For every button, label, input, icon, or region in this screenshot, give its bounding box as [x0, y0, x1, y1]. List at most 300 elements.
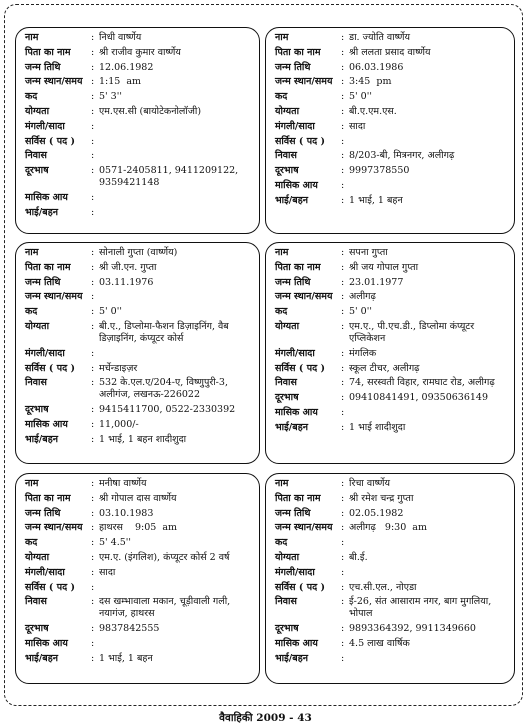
field-label: जन्म स्थान/समय	[275, 76, 333, 88]
field-value: 03.11.1976	[99, 276, 154, 288]
field-value: 9893364392, 9911349660	[349, 623, 476, 635]
field-label: भाई/बहन	[25, 433, 59, 445]
field-row-birth-place-time	[275, 76, 508, 88]
field-row-father-name	[25, 262, 253, 274]
field-label: निवास	[25, 377, 47, 389]
field-label: सर्विस ( पद )	[275, 362, 325, 374]
field-row-birth-place-time	[25, 522, 253, 534]
field-separator: :	[91, 596, 95, 608]
field-row-manglik	[275, 348, 508, 360]
field-separator: :	[341, 261, 345, 273]
field-row-name	[275, 478, 508, 490]
field-value: 5' 3''	[99, 91, 122, 103]
field-separator: :	[91, 478, 95, 489]
field-separator: :	[91, 135, 95, 147]
field-value: निधी वार्ष्णेय	[99, 32, 142, 43]
field-row-residence	[275, 150, 508, 162]
profile-card-3	[15, 242, 260, 464]
field-value	[99, 582, 253, 594]
field-separator: :	[341, 150, 345, 162]
field-separator: :	[91, 150, 95, 162]
field-value: 1:15 am	[99, 76, 142, 88]
field-separator: :	[91, 362, 95, 374]
field-row-qualification	[275, 106, 508, 118]
field-separator: :	[91, 91, 95, 103]
field-value: मर्चेन्डाइज़र	[99, 362, 138, 374]
field-value: बी.ई.	[349, 551, 368, 563]
field-value: 5' 4.5''	[99, 537, 132, 549]
field-label: दूरभाष	[275, 623, 299, 635]
field-label: निवास	[25, 596, 47, 608]
field-separator: :	[91, 507, 95, 519]
field-separator: :	[341, 421, 345, 433]
field-value: श्री जय गोपाल गुप्ता	[349, 261, 419, 273]
field-separator: :	[91, 347, 95, 359]
field-value	[349, 136, 508, 148]
field-separator: :	[91, 46, 95, 58]
field-label: दूरभाष	[25, 623, 49, 635]
field-label: दूरभाष	[275, 165, 299, 177]
field-separator: :	[91, 76, 95, 88]
field-label: योग्यता	[275, 551, 300, 563]
field-value: 1 भाई शादीशुदा	[349, 421, 406, 433]
profile-card-1	[15, 27, 260, 234]
field-value: सादा	[349, 120, 366, 132]
field-separator: :	[341, 91, 345, 103]
field-value: 8/203-बी, मित्रनगर, अलीगढ़	[349, 150, 455, 162]
field-label: नाम	[25, 247, 39, 258]
field-row-siblings	[25, 434, 253, 446]
field-separator: :	[91, 206, 95, 218]
field-separator: :	[341, 478, 345, 489]
field-separator: :	[91, 418, 95, 430]
field-label: मंगली/सादा	[25, 120, 65, 132]
field-value: 1 भाई, 1 बहन	[99, 652, 153, 664]
field-row-residence	[275, 596, 508, 620]
field-row-birth-date	[25, 62, 253, 74]
field-separator: :	[91, 537, 95, 549]
field-separator: :	[91, 404, 95, 416]
field-row-name	[25, 32, 253, 44]
field-separator: :	[91, 637, 95, 649]
field-row-name	[275, 32, 508, 44]
field-label: कद	[25, 537, 38, 549]
field-row-residence	[275, 377, 508, 389]
field-row-qualification	[275, 321, 508, 345]
field-label: निवास	[275, 377, 297, 389]
field-label: नाम	[25, 478, 39, 489]
field-row-qualification	[25, 106, 253, 118]
field-value: श्री जी.एन. गुप्ता	[99, 261, 157, 273]
field-value: श्री राजीव कुमार वार्ष्णेय	[99, 46, 181, 58]
field-value: 74, सरस्वती विहार, रामघाट रोड, अलीगढ़	[349, 377, 495, 389]
field-label: दूरभाष	[275, 392, 299, 404]
field-value: बी.ए.एम.एस.	[349, 105, 397, 117]
field-row-service	[25, 363, 253, 375]
field-label: पिता का नाम	[275, 46, 321, 58]
field-separator: :	[91, 276, 95, 288]
field-value: एम.ए. (इंगलिश), कंप्यूटर कोर्स 2 वर्ष	[99, 551, 230, 563]
field-label: मासिक आय	[25, 191, 68, 203]
field-row-name	[275, 247, 508, 259]
field-row-name	[25, 247, 253, 259]
field-row-service	[25, 582, 253, 594]
card-rows	[25, 32, 253, 219]
field-label: सर्विस ( पद )	[275, 135, 325, 147]
field-row-residence	[25, 150, 253, 162]
field-label: जन्म स्थान/समय	[25, 291, 83, 303]
field-separator: :	[91, 652, 95, 664]
field-separator: :	[341, 105, 345, 117]
field-value: मनीषा वार्ष्णेय	[99, 478, 147, 489]
field-separator: :	[341, 320, 345, 332]
field-label: योग्यता	[275, 105, 300, 117]
field-label: कद	[275, 306, 288, 318]
field-label: पिता का नाम	[275, 261, 321, 273]
field-label: सर्विस ( पद )	[25, 581, 75, 593]
field-row-qualification	[25, 321, 253, 345]
field-label: जन्म स्थान/समय	[275, 522, 333, 534]
field-row-manglik	[25, 348, 253, 360]
field-separator: :	[341, 32, 345, 43]
field-row-height	[275, 537, 508, 549]
field-value	[349, 407, 508, 419]
field-label: मंगली/सादा	[275, 347, 315, 359]
profile-card-4	[265, 242, 515, 464]
field-value	[349, 537, 508, 549]
field-value: 12.06.1982	[99, 61, 154, 73]
field-separator: :	[91, 320, 95, 332]
field-separator: :	[91, 492, 95, 504]
field-row-birth-place-time	[275, 291, 508, 303]
field-row-phone	[275, 623, 508, 635]
field-separator: :	[341, 165, 345, 177]
field-label: निवास	[275, 596, 297, 608]
field-label: मंगली/सादा	[25, 347, 65, 359]
card-rows	[25, 478, 253, 665]
field-value: अलीगढ़	[349, 291, 376, 303]
field-value: श्री रमेश चन्द्र गुप्ता	[349, 492, 414, 504]
field-separator: :	[341, 194, 345, 206]
field-value: सादा	[99, 566, 116, 578]
field-row-monthly-income	[275, 638, 508, 650]
field-label: कद	[275, 537, 288, 549]
field-value: दस खम्भावाला मकान, चूड़ीवाली गली, नयागंज, हाथरस	[99, 596, 234, 620]
field-separator: :	[91, 377, 95, 389]
field-row-manglik	[275, 567, 508, 579]
page-footer: वैवाहिकी 2009 - 43	[219, 712, 312, 724]
field-value	[99, 192, 253, 204]
field-label: दूरभाष	[25, 404, 49, 416]
field-row-siblings	[275, 195, 508, 207]
field-row-birth-date	[275, 508, 508, 520]
field-row-manglik	[25, 121, 253, 133]
field-separator: :	[341, 179, 345, 191]
field-value	[99, 638, 253, 650]
field-label: भाई/बहन	[275, 652, 309, 664]
field-label: निवास	[25, 150, 47, 162]
field-row-name	[25, 478, 253, 490]
field-separator: :	[91, 191, 95, 203]
field-row-birth-place-time	[275, 522, 508, 534]
field-row-birth-place-time	[25, 291, 253, 303]
field-row-father-name	[275, 262, 508, 274]
field-row-father-name	[275, 493, 508, 505]
field-separator: :	[91, 291, 95, 303]
field-label: जन्म तिथि	[25, 276, 61, 288]
field-label: भाई/बहन	[275, 194, 309, 206]
field-value: 06.03.1986	[349, 61, 404, 73]
field-value: सोनाली गुप्ता (वार्ष्णेय)	[99, 247, 178, 258]
field-row-siblings	[275, 653, 508, 665]
field-label: नाम	[275, 478, 289, 489]
field-label: पिता का नाम	[25, 46, 71, 58]
field-row-service	[275, 363, 508, 375]
field-separator: :	[341, 291, 345, 303]
field-value: 1 भाई, 1 बहन शादीशुदा	[99, 433, 187, 445]
field-row-residence	[25, 596, 253, 620]
field-value: 532 के.एल.ए/204-ए, विष्णुपुरी-3, अलीगंज, लखनऊ-226022	[99, 377, 231, 401]
field-value: 03.10.1983	[99, 507, 154, 519]
field-label: जन्म तिथि	[25, 61, 61, 73]
field-label: जन्म स्थान/समय	[275, 291, 333, 303]
field-value: 5' 0''	[349, 91, 372, 103]
field-label: कद	[275, 91, 288, 103]
field-row-birth-date	[275, 62, 508, 74]
field-value	[349, 567, 508, 579]
field-separator: :	[341, 377, 345, 389]
field-separator: :	[91, 165, 95, 177]
field-label: पिता का नाम	[25, 261, 71, 273]
profile-card-2	[265, 27, 515, 234]
field-value: एम.ए., पी.एच.डी., डिप्लोमा कंप्यूटर एप्लिकेशन	[349, 320, 478, 344]
field-label: योग्यता	[25, 105, 50, 117]
field-separator: :	[91, 61, 95, 73]
field-separator: :	[341, 406, 345, 418]
field-row-height	[25, 306, 253, 318]
field-row-qualification	[275, 552, 508, 564]
field-separator: :	[341, 247, 345, 258]
field-row-service	[275, 582, 508, 594]
field-row-monthly-income	[25, 638, 253, 650]
field-value: 5' 0''	[349, 306, 372, 318]
field-separator: :	[341, 623, 345, 635]
field-value: 02.05.1982	[349, 507, 404, 519]
field-value: मंगलिक	[349, 347, 377, 359]
field-label: जन्म तिथि	[275, 276, 311, 288]
field-label: नाम	[25, 32, 39, 43]
field-row-manglik	[275, 121, 508, 133]
field-separator: :	[341, 347, 345, 359]
field-separator: :	[91, 261, 95, 273]
field-separator: :	[91, 566, 95, 578]
field-value: श्री ललता प्रसाद वार्ष्णेय	[349, 46, 431, 58]
field-row-birth-date	[25, 277, 253, 289]
field-value: हाथरस 9:05 am	[99, 522, 178, 534]
field-row-phone	[25, 404, 253, 416]
card-rows	[25, 247, 253, 446]
field-separator: :	[91, 551, 95, 563]
field-label: मंगली/सादा	[275, 566, 315, 578]
field-separator: :	[341, 581, 345, 593]
field-value: ई-26, संत आसाराम नगर, बाग मुगलिया, भोपाल	[349, 596, 495, 620]
field-row-height	[25, 537, 253, 549]
field-separator: :	[91, 105, 95, 117]
field-row-qualification	[25, 552, 253, 564]
field-label: भाई/बहन	[25, 206, 59, 218]
field-value: अलीगढ़ 9:30 am	[349, 522, 427, 534]
field-value: 09410841491, 09350636149	[349, 392, 489, 404]
field-value: श्री गोपाल दास वार्ष्णेय	[99, 492, 177, 504]
card-rows	[275, 32, 508, 207]
field-separator: :	[91, 120, 95, 132]
field-separator: :	[341, 596, 345, 608]
field-label: जन्म तिथि	[275, 61, 311, 73]
field-label: सर्विस ( पद )	[25, 135, 75, 147]
field-separator: :	[91, 522, 95, 534]
field-label: योग्यता	[25, 551, 50, 563]
field-label: जन्म तिथि	[275, 507, 311, 519]
field-label: योग्यता	[25, 320, 50, 332]
field-separator: :	[341, 135, 345, 147]
field-row-monthly-income	[25, 419, 253, 431]
field-row-manglik	[25, 567, 253, 579]
field-value	[99, 207, 253, 219]
field-separator: :	[91, 581, 95, 593]
field-value	[99, 291, 253, 303]
field-value	[349, 653, 508, 665]
field-label: मासिक आय	[25, 637, 68, 649]
field-separator: :	[91, 623, 95, 635]
field-separator: :	[341, 492, 345, 504]
field-row-service	[25, 136, 253, 148]
field-separator: :	[341, 46, 345, 58]
field-row-birth-place-time	[25, 76, 253, 88]
field-value: एच.सी.एल., नोएडा	[349, 581, 417, 593]
field-value: 9415411700, 0522-2330392	[99, 404, 236, 416]
field-row-phone	[275, 392, 508, 404]
field-separator: :	[341, 522, 345, 534]
field-label: मासिक आय	[25, 418, 68, 430]
field-value: 3:45 pm	[349, 76, 392, 88]
field-label: जन्म तिथि	[25, 507, 61, 519]
field-label: योग्यता	[275, 320, 300, 332]
field-label: नाम	[275, 32, 289, 43]
field-separator: :	[341, 652, 345, 664]
field-separator: :	[341, 392, 345, 404]
card-rows	[275, 478, 508, 665]
field-label: मासिक आय	[275, 637, 318, 649]
field-label: सर्विस ( पद )	[25, 362, 75, 374]
field-label: निवास	[275, 150, 297, 162]
field-label: सर्विस ( पद )	[275, 581, 325, 593]
field-label: नाम	[275, 247, 289, 258]
field-separator: :	[341, 507, 345, 519]
field-label: जन्म स्थान/समय	[25, 522, 83, 534]
field-separator: :	[341, 306, 345, 318]
field-separator: :	[341, 637, 345, 649]
field-label: मासिक आय	[275, 406, 318, 418]
field-separator: :	[341, 76, 345, 88]
field-label: कद	[25, 306, 38, 318]
field-row-monthly-income	[25, 192, 253, 204]
field-value: 0571-2405811, 9411209122, 9359421148	[99, 165, 242, 189]
profile-card-5	[15, 473, 260, 684]
field-separator: :	[341, 566, 345, 578]
field-label: पिता का नाम	[275, 492, 321, 504]
field-value: 9997378550	[349, 165, 410, 177]
field-separator: :	[341, 61, 345, 73]
field-separator: :	[341, 120, 345, 132]
field-value: एम.एस.सी (बायोटेकनोलॉजी)	[99, 105, 202, 117]
field-value: 1 भाई, 1 बहन	[349, 194, 403, 206]
field-row-phone	[25, 165, 253, 189]
field-row-residence	[25, 377, 253, 401]
field-value	[99, 150, 253, 162]
field-separator: :	[341, 551, 345, 563]
field-value	[99, 121, 253, 133]
field-value	[99, 136, 253, 148]
field-row-siblings	[25, 653, 253, 665]
field-label: मासिक आय	[275, 179, 318, 191]
field-label: दूरभाष	[25, 165, 49, 177]
field-row-father-name	[275, 47, 508, 59]
field-value: डा. ज्योति वार्ष्णेय	[349, 32, 411, 43]
field-value	[99, 348, 253, 360]
field-value: स्कूल टीचर, अलीगढ़	[349, 362, 420, 374]
field-value: 4.5 लाख वार्षिक	[349, 637, 410, 649]
field-label: मंगली/सादा	[25, 566, 65, 578]
field-row-height	[25, 91, 253, 103]
field-separator: :	[91, 433, 95, 445]
field-row-monthly-income	[275, 407, 508, 419]
field-row-father-name	[25, 493, 253, 505]
field-row-phone	[25, 623, 253, 635]
card-rows	[275, 247, 508, 434]
field-value: बी.ए., डिप्लोमा-फैशन डिज़ाइनिंग, वैब डिज़ाइनिंग, कंप्यूटर कोर्स	[99, 320, 232, 344]
field-value: 9837842555	[99, 623, 160, 635]
field-row-height	[275, 306, 508, 318]
field-row-phone	[275, 165, 508, 177]
field-row-siblings	[275, 422, 508, 434]
field-label: भाई/बहन	[275, 421, 309, 433]
field-separator: :	[91, 247, 95, 258]
field-separator: :	[341, 537, 345, 549]
field-value: 5' 0''	[99, 306, 122, 318]
field-row-service	[275, 136, 508, 148]
field-separator: :	[341, 362, 345, 374]
field-label: जन्म स्थान/समय	[25, 76, 83, 88]
field-row-height	[275, 91, 508, 103]
field-label: मंगली/सादा	[275, 120, 315, 132]
profile-card-6	[265, 473, 515, 684]
field-value: रिचा वार्ष्णेय	[349, 478, 391, 489]
field-value	[349, 180, 508, 192]
field-row-monthly-income	[275, 180, 508, 192]
field-label: कद	[25, 91, 38, 103]
field-label: भाई/बहन	[25, 652, 59, 664]
field-row-father-name	[25, 47, 253, 59]
field-label: पिता का नाम	[25, 492, 71, 504]
field-value: 23.01.1977	[349, 276, 404, 288]
field-separator: :	[91, 32, 95, 43]
field-row-birth-date	[25, 508, 253, 520]
field-value: 11,000/-	[99, 418, 139, 430]
field-row-birth-date	[275, 277, 508, 289]
field-separator: :	[341, 276, 345, 288]
field-separator: :	[91, 306, 95, 318]
field-value: सपना गुप्ता	[349, 247, 388, 258]
